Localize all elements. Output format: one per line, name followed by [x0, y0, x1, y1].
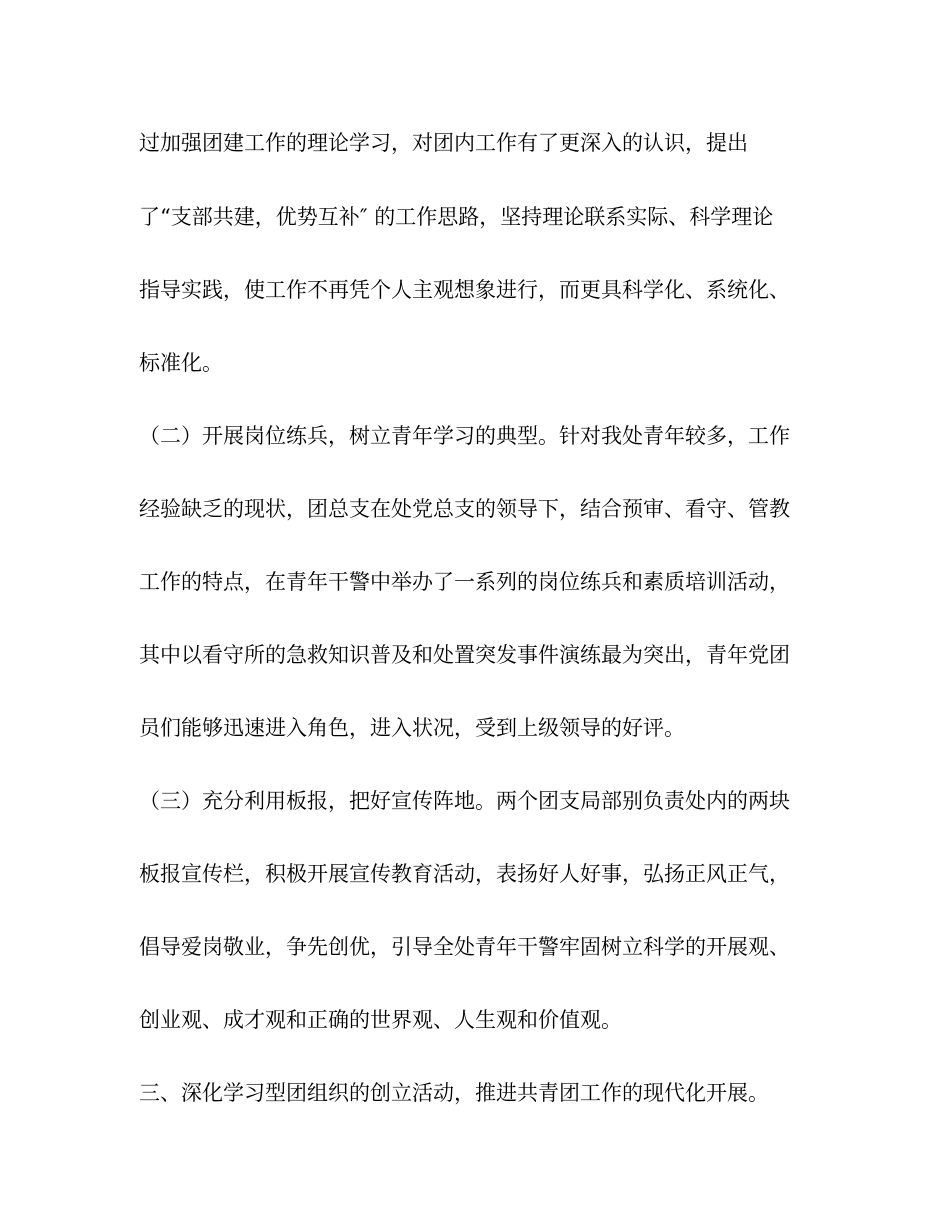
text-line: 倡导爱岗敬业，争先创优，引导全处青年干警牢固树立科学的开展观、 — [139, 935, 790, 959]
text-line: 了“支部共建，优势互补″ 的工作思路，坚持理论联系实际、科学理论 — [139, 205, 774, 229]
text-line: 指导实践，使工作不再凭个人主观想象进行，而更具科学化、系统化、 — [139, 278, 790, 302]
text-line: （二）开展岗位练兵，树立青年学习的典型。针对我处青年较多，工作 — [139, 424, 790, 448]
text-line: 经验缺乏的现状，团总支在处党总支的领导下，结合预审、看守、管教 — [139, 497, 790, 521]
text-line: 员们能够迅速进入角色，进入状况，受到上级领导的好评。 — [139, 716, 685, 740]
text-line: 工作的特点，在青年干警中举办了一系列的岗位练兵和素质培训活动， — [139, 570, 790, 594]
text-line: 三、深化学习型团组织的创立活动，推进共青团工作的现代化开展。 — [139, 1081, 769, 1105]
text-line: 标准化。 — [139, 351, 223, 375]
text-line: 创业观、成才观和正确的世界观、人生观和价值观。 — [139, 1008, 622, 1032]
text-line: （三）充分利用板报，把好宣传阵地。两个团支局部别负责处内的两块 — [139, 789, 790, 813]
text-line: 板报宣传栏，积极开展宣传教育活动，表扬好人好事，弘扬正风正气， — [139, 862, 790, 886]
text-line: 其中以看守所的急救知识普及和处置突发事件演练最为突出，青年党团 — [139, 643, 790, 667]
text-line: 过加强团建工作的理论学习，对团内工作有了更深入的认识，提出 — [139, 131, 748, 155]
